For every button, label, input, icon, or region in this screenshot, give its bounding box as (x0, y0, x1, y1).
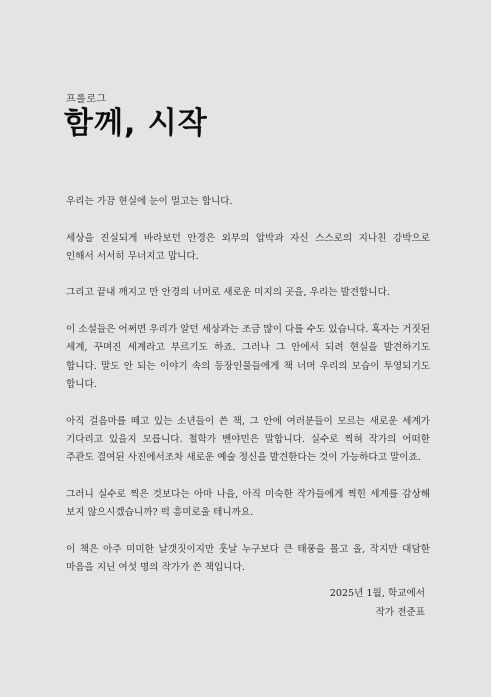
signature-block (330, 585, 425, 622)
paragraph: 우리는 가끔 현실에 눈이 멀고는 합니다. (66, 196, 233, 207)
paragraph: 그리고 끝내 깨지고 만 안경의 너머로 새로운 미지의 곳을, 우리는 발견합니다. (66, 287, 390, 299)
prologue-body (66, 193, 430, 596)
paragraph: 아직 걸음마를 떼고 있는 소년들이 쓴 책, 그 안에 여러분들이 모르는 새로운 세계가 기다리고 있을지 모릅니다. 철학가 벤야민은 말합니다. 실수로 찍혀 작가의 어떠한 주관도 결여된 사진에서조차 새로운 예술 정신을 발견한다는 것이 가능하다고 말이죠. (66, 415, 430, 464)
page-title: 함께, 시작 (64, 106, 208, 141)
signature-date-place: 2025년 1월, 학교에서 (329, 588, 425, 599)
paragraph: 세상을 진실되게 바라보던 안경은 외부의 압박과 자신 스스로의 지나친 강박으로 인해서 서서히 무너지고 맙니다. (66, 232, 430, 262)
signature-author: 작가 전준표 (375, 606, 425, 618)
section-label: 프롤로그 (66, 94, 107, 105)
paragraph: 그러니 실수로 찍은 것보다는 아마 나을, 아직 미숙한 작가들에게 찍힌 세계를 감상해 보지 않으시겠습니까? 퍽 흥미로울 테니까요. (66, 488, 430, 519)
paragraph: 이 소설들은 어쩌면 우리가 알던 세상과는 조금 많이 다를 수도 있습니다. 혹자는 거짓된 세계, 꾸며진 세계라고 부르기도 하죠. 그러나 그 안에서 되려 현실을 발견하기도 합니다. 말도 안 되는 이야기 속의 등장인물들에게 책 너머 우리의 모습이 투영되기도 합니다. (66, 324, 431, 390)
paragraph: 이 책은 아주 미미한 날갯짓이지만 훗날 누구보다 큰 태풍을 몰고 올, 작지만 대담한 마음을 지닌 여섯 명의 작가가 쓴 책입니다. (66, 543, 430, 573)
